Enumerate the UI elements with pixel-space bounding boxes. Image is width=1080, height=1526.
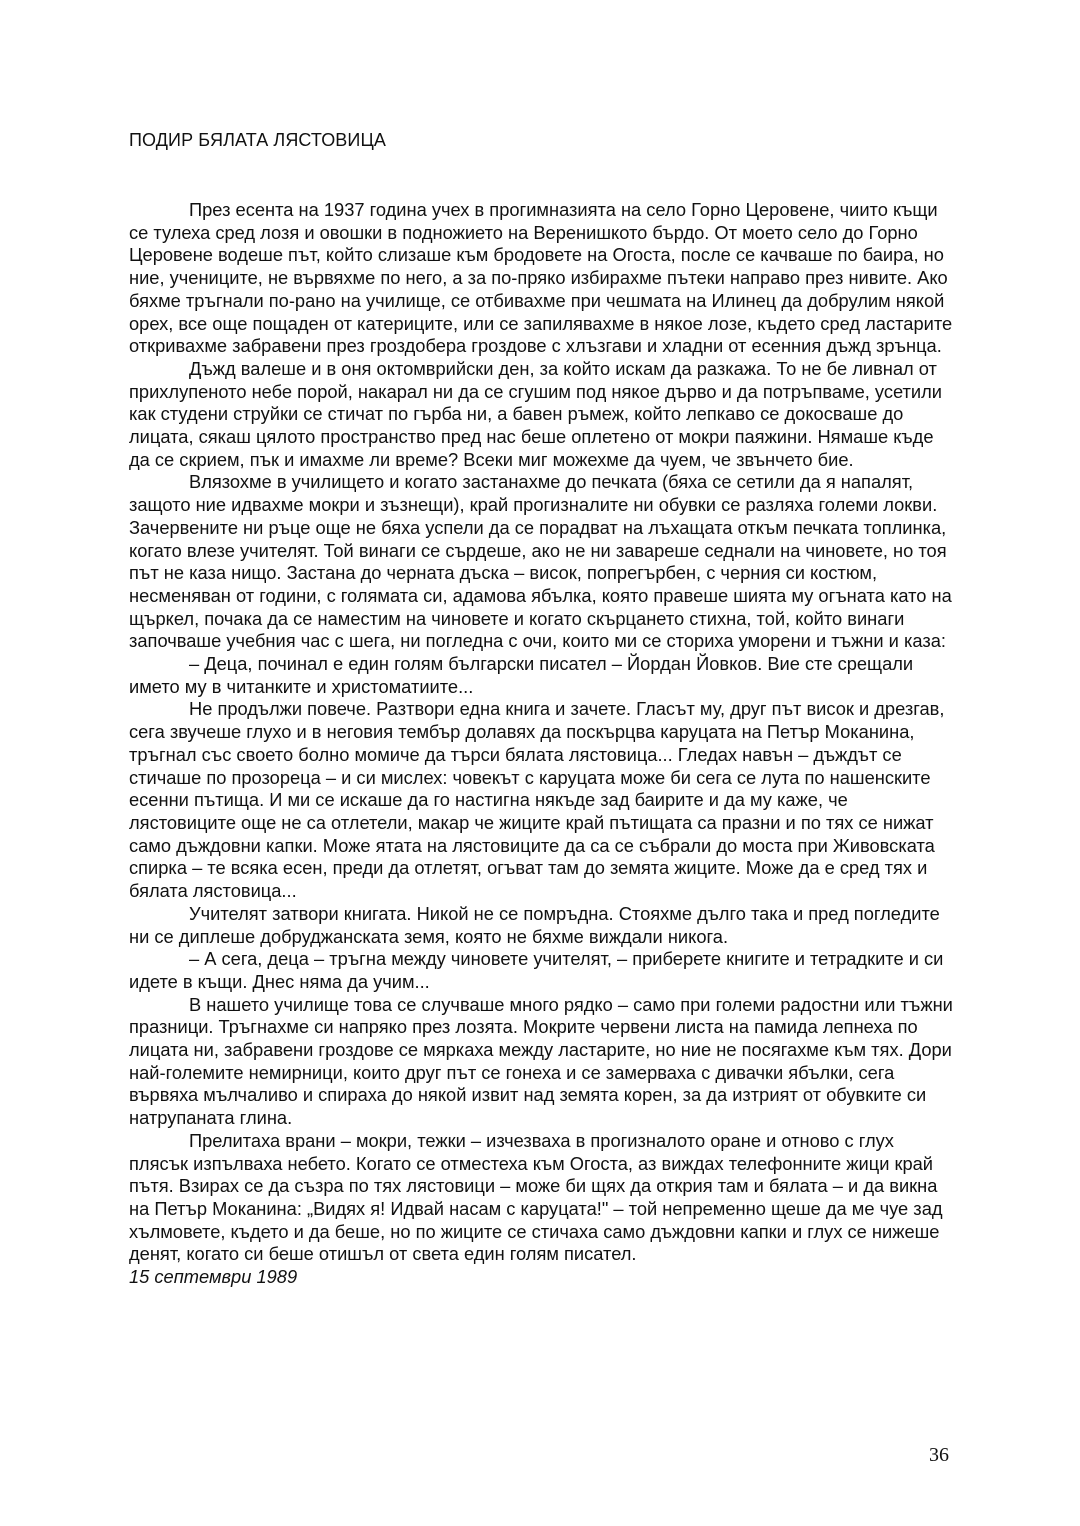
paragraph: През есента на 1937 година учех в прогимназията на село Горно Церовене, чиито къщи се тулеха сред лозя и овошки в подножието на Веренишкото бърдо. От моето село до Горно Церовене водеше път, който слизаше към бродовете на Огоста, после се качваше по баира, но ние, учениците, не вървяхме по него, а за по-пряко избирахме пътеки направо през нивите. Ако бяхме тръгнали по-рано на училище, се отбивахме при чешмата на Илинец да добрулим някой орех, все още пощаден от катериците, или се запилявахме в някое лозе, където сред ластарите откривахме забравени през гроздобера гроздове с хлъзгави и хладни от есенния дъжд зрънца. [129, 199, 953, 357]
paragraph: В нашето училище това се случваше много рядко – само при големи радостни или тъжни празници. Тръгнахме си напряко през лозята. Мокрите червени листа на памида лепнеха по лицата ни, забравени гроздове се мяркаха между ластарите, но ние не посягахме към тях. Дори най-големите немирници, които друг път се гонеха и се замерваха с дивачки ябълки, сега вървяха мълчаливо и спираха до някой извит над земята корен, за да изтрият от обувките си натрупаната глина. [129, 993, 953, 1129]
paragraph: Дъжд валеше и в оня октомврийски ден, за който искам да разкажа. То не бе ливнал от прихлупеното небе порой, накарал ни да се сгушим под някое дърво и да потръпваме, усетили как студени струйки се стичат по гърба ни, а бавен ръмеж, който лепкаво се докосваше до лицата, сякаш цялото пространство пред нас беше оплетено от мокри паяжини. Нямаше къде да се скрием, пък и имахме ли време? Всеки миг можехме да чуем, че звънчето бие. [129, 357, 943, 470]
paragraph: – А сега, деца – тръгна между чиновете учителят, – приберете книгите и тетрадките и си идете в къщи. Днес няма да учим... [129, 948, 944, 992]
paragraph: – Деца, починал е един голям български писател – Йордан Йовков. Вие сте срещали името му в читанките и христоматиите... [129, 653, 914, 697]
paragraph: Не продължи повече. Разтвори една книга и зачете. Гласът му, друг път висок и дрезгав, сега звучеше глухо и в неговия тембър долавях да поскърцва каруцата на Петър Моканина, тръгнал със своето болно момиче да търси бялата лястовица... Гледах навън – дъждът се стичаше по прозореца – и си мислех: човекът с каруцата може би сега се лута по нашенските есенни пътища. И ми се искаше да го настигна някъде зад баирите и да му каже, че лястовиците още не са отлетели, макар че жиците край пътищата са празни и по тях се нижат само дъждовни капки. Може ятата на лястовиците да са се събрали до моста при Живовската спирка – те всяка есен, преди да отлетят, огъват там до земята жиците. Може да е сред тях и бялата лястовица... [129, 698, 945, 902]
paragraph: Прелитаха врани – мокри, тежки – изчезваха в прогизналото оране и отново с глух плясък изпълваха небето. Когато се отместеха към Огоста, аз виждах телефонните жици край пътя. Взирах се да съзра по тях лястовици – може би щях да открия там и бялата – и да викна на Петър Моканина: „Видях я! Идвай насам с каруцата!" – той непременно щеше да ме чуе зад хълмовете, където и да беше, но по жиците се стичаха само дъждовни капки и глух се нижеше денят, когато си беше отишъл от света един голям писател. [129, 1129, 943, 1265]
paragraph: Влязохме в училището и когато застанахме до печката (бяха се сетили да я напалят, защото ние идвахме мокри и зъзнещи), край прогизналите ни обувки се разляха големи локви. Зачервените ни ръце още не бяха успели да се порадват на лъхащата откъм печката топлинка, когато влезе учителят. Той винаги се сърдеше, ако не ни завареше седнали на чиновете, но тоя път не каза нищо. Застана до черната дъска – висок, попрегърбен, с черния си костюм, несменяван от години, с голямата си, адамова ябълка, която правеше шията му огъната като на щъркел, почака да се наместим на чиновете и когато скърцането стихна, той, който винаги започваше учебния час с шега, ни погледна с очи, които ми се сториха уморени и тъжни и каза: [129, 471, 952, 652]
story-date: 15 септември 1989 [129, 1266, 298, 1288]
page-number: 36 [929, 1444, 949, 1466]
story-body [129, 199, 955, 1289]
story-title: ПОДИР БЯЛАТА ЛЯСТОВИЦА [129, 130, 386, 150]
paragraph: Учителят затвори книгата. Никой не се помръдна. Стояхме дълго така и пред погледите ни се диплеше добруджанската земя, която не бяхме виждали никога. [129, 902, 940, 947]
